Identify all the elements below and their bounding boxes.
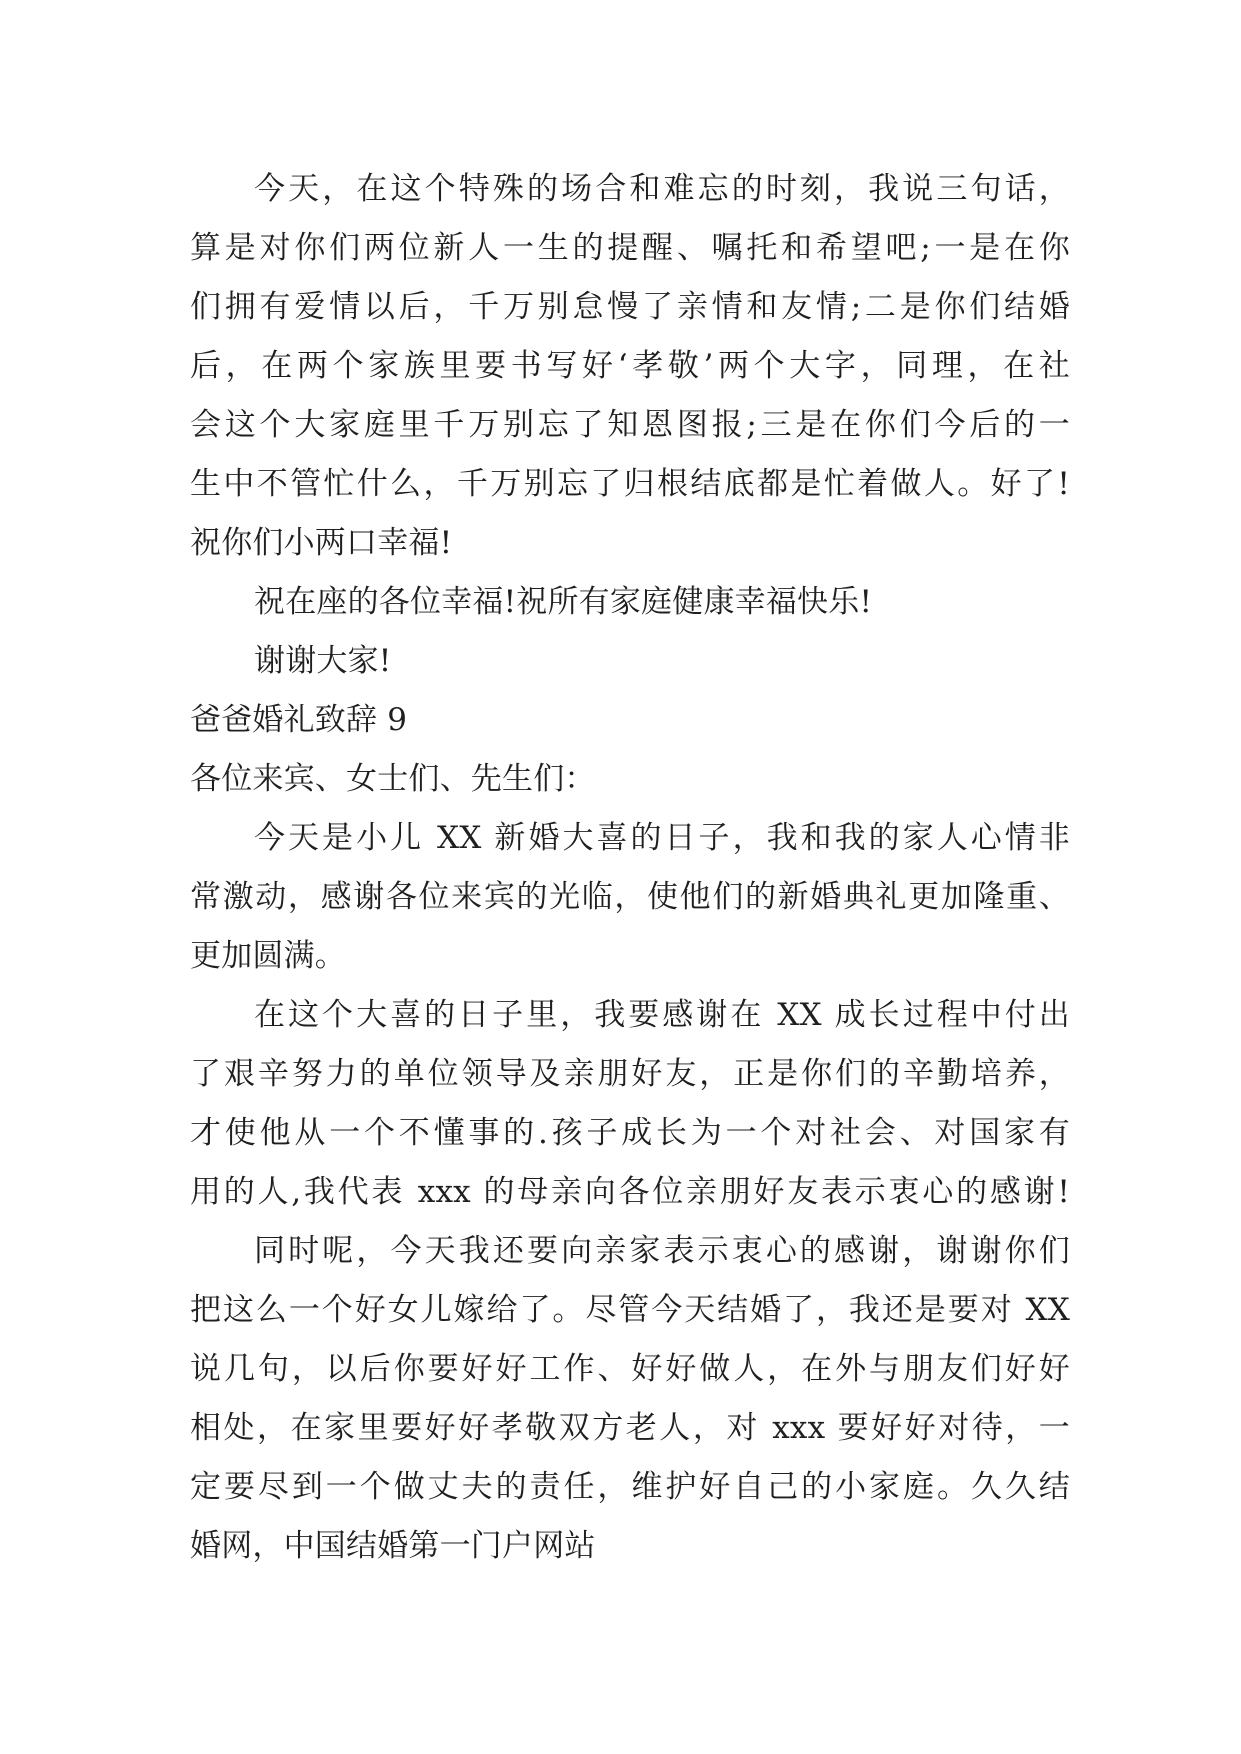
text-line: 常激动，感谢各位来宾的光临，使他们的新婚典礼更加隆重、: [190, 879, 1070, 915]
text-line: 同时呢，今天我还要向亲家表示衷心的感谢，谢谢你们: [254, 1233, 1070, 1269]
text-line: 婚网，中国结婚第一门户网站: [190, 1528, 596, 1564]
salutation: 各位来宾、女士们、先生们：: [190, 761, 596, 797]
text-line: 定要尽到一个做丈夫的责任，维护好自己的小家庭。久久结: [190, 1469, 1070, 1505]
section-heading: 爸爸婚礼致辞 9: [190, 702, 408, 738]
text-line: 相处，在家里要好好孝敬双方老人，对 xxx 要好好对待，一: [190, 1410, 1070, 1446]
text-line: 今天是小儿 XX 新婚大喜的日子，我和我的家人心情非: [254, 820, 1070, 856]
text-line: 生中不管忙什么，千万别忘了归根结底都是忙着做人。好了!: [190, 466, 1070, 502]
text-line: 算是对你们两位新人一生的提醒、嘱托和希望吧;一是在你: [190, 230, 1070, 266]
text-line: 后，在两个家族里要书写好‘孝敬’两个大字，同理，在社: [190, 348, 1070, 384]
text-line: 会这个大家庭里千万别忘了知恩图报;三是在你们今后的一: [190, 407, 1070, 443]
text-line: 把这么一个好女儿嫁给了。尽管今天结婚了，我还是要对 XX: [190, 1292, 1070, 1328]
document-body: [190, 160, 1070, 1576]
text-line: 谢谢大家!: [254, 643, 392, 679]
text-line: 用的人,我代表 xxx 的母亲向各位亲朋好友表示衷心的感谢!: [190, 1174, 1070, 1210]
text-line: 了艰辛努力的单位领导及亲朋好友，正是你们的辛勤培养，: [190, 1056, 1070, 1092]
text-line: 们拥有爱情以后，千万别怠慢了亲情和友情;二是你们结婚: [190, 289, 1070, 325]
text-line: 才使他从一个不懂事的.孩子成长为一个对社会、对国家有: [190, 1115, 1070, 1151]
text-line: 在这个大喜的日子里，我要感谢在 XX 成长过程中付出: [254, 997, 1070, 1033]
text-line: 今天，在这个特殊的场合和难忘的时刻，我说三句话，: [254, 171, 1070, 207]
text-line: 祝在座的各位幸福!祝所有家庭健康幸福快乐!: [254, 584, 873, 620]
text-line: 祝你们小两口幸福!: [190, 525, 453, 561]
text-line: 更加圆满。: [190, 938, 346, 974]
text-line: 说几句，以后你要好好工作、好好做人，在外与朋友们好好: [190, 1351, 1070, 1387]
